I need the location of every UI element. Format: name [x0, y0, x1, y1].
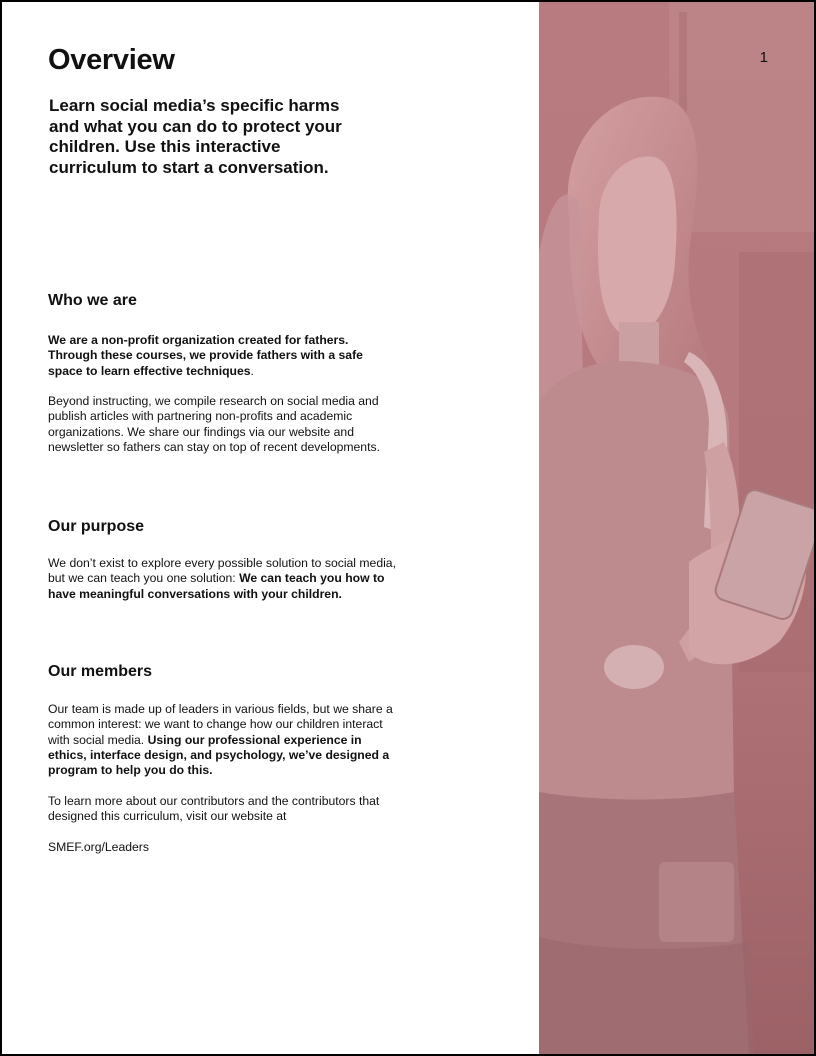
page-number: 1	[759, 49, 768, 66]
who-we-are-heading: Who we are	[48, 292, 137, 309]
our-members-regular-text: Our team is made up of leaders in various fields, but we share a common interest: we want to change how our children interact with social media.	[48, 702, 393, 747]
page-title: Overview	[48, 44, 175, 76]
page-subtitle: Learn social media’s specific harms and what you can do to protect your children. Use this interactive curriculum to start a conversation.	[49, 96, 342, 177]
our-members-paragraph-1	[48, 702, 398, 778]
who-we-are-paragraph-1	[48, 333, 398, 379]
our-members-heading: Our members	[48, 663, 153, 680]
our-purpose-regular-text: We don’t exist to explore every possible solution to social media, but we can teach you one solution:	[48, 556, 396, 586]
our-members-paragraph-2: To learn more about our contributors and the contributors that designed this curriculum, visit our website at	[48, 794, 380, 824]
our-purpose-paragraph	[48, 556, 398, 602]
who-we-are-paragraph-2: Beyond instructing, we compile research on social media and publish articles with partnering non-profits and academic organizations. We share our findings via our website and newsletter so fathers can stay on top of recent developments.	[48, 394, 380, 454]
our-purpose-bold-text: We can teach you how to have meaningful conversations with your children.	[48, 571, 385, 601]
our-members-bold-text: Using our professional experience in ethics, interface design, and psychology, we’ve designed a program to help you do this.	[48, 732, 390, 778]
leaders-link[interactable]: SMEF.org/Leaders	[48, 840, 149, 854]
who-we-are-bold-text: We are a non-profit organization created for fathers. Through these courses, we provide fathers with a safe space to learn effective techniques	[48, 333, 363, 378]
our-purpose-heading: Our purpose	[48, 518, 145, 535]
cover-photo	[539, 2, 814, 1054]
who-we-are-end-text: .	[250, 363, 254, 378]
girl-with-phone-illustration	[539, 2, 814, 1054]
